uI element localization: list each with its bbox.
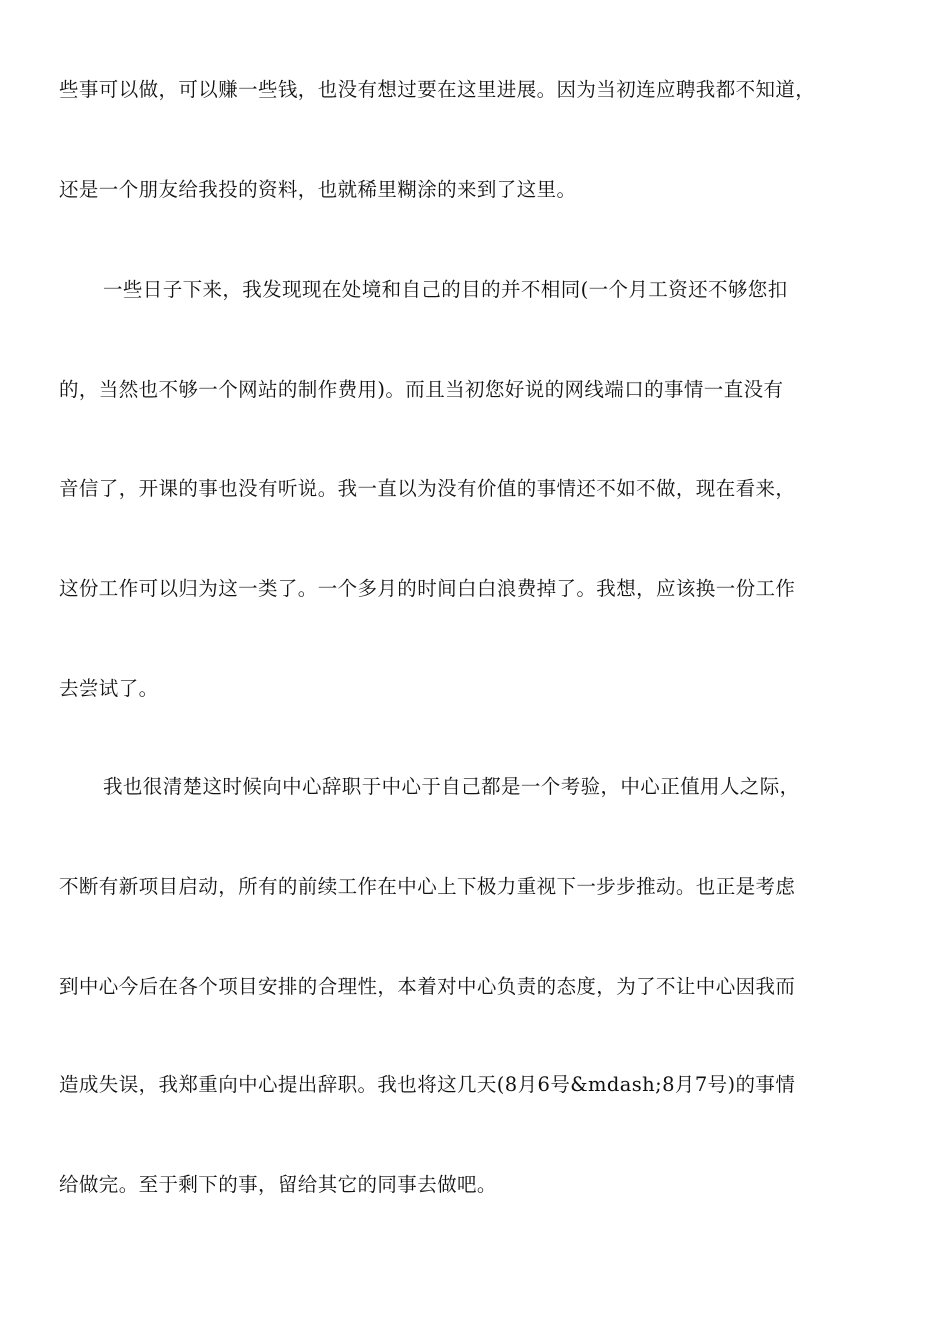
- text-line-9: 不断有新项目启动，所有的前续工作在中心上下极力重视下一步步推动。也正是考虑: [59, 875, 796, 898]
- text-line-7: 去尝试了。: [59, 677, 159, 700]
- text-line-6: 这份工作可以归为这一类了。一个多月的时间白白浪费掉了。我想，应该换一份工作: [59, 577, 796, 600]
- text-line-4: 的，当然也不够一个网站的制作费用)。而且当初您好说的网线端口的事情一直没有: [59, 378, 784, 401]
- text-line-10: 到中心今后在各个项目安排的合理性，本着对中心负责的态度，为了不让中心因我而: [59, 975, 796, 998]
- text-line-1: 些事可以做，可以赚一些钱，也没有想过要在这里进展。因为当初连应聘我都不知道，: [59, 78, 816, 101]
- text-line-5: 音信了，开课的事也没有听说。我一直以为没有价值的事情还不如不做，现在看来，: [59, 477, 796, 500]
- text-line-3: 一些日子下来，我发现现在处境和自己的目的并不相同(一个月工资还不够您扣: [103, 278, 788, 301]
- text-line-11: 造成失误，我郑重向中心提出辞职。我也将这几天(8月6号&mdash;8月7号)的事情: [59, 1073, 796, 1096]
- text-line-8: 我也很清楚这时候向中心辞职于中心于自己都是一个考验，中心正值用人之际，: [103, 775, 800, 798]
- text-line-12: 给做完。至于剩下的事，留给其它的同事去做吧。: [59, 1173, 497, 1196]
- text-line-2: 还是一个朋友给我投的资料，也就稀里糊涂的来到了这里。: [59, 178, 577, 201]
